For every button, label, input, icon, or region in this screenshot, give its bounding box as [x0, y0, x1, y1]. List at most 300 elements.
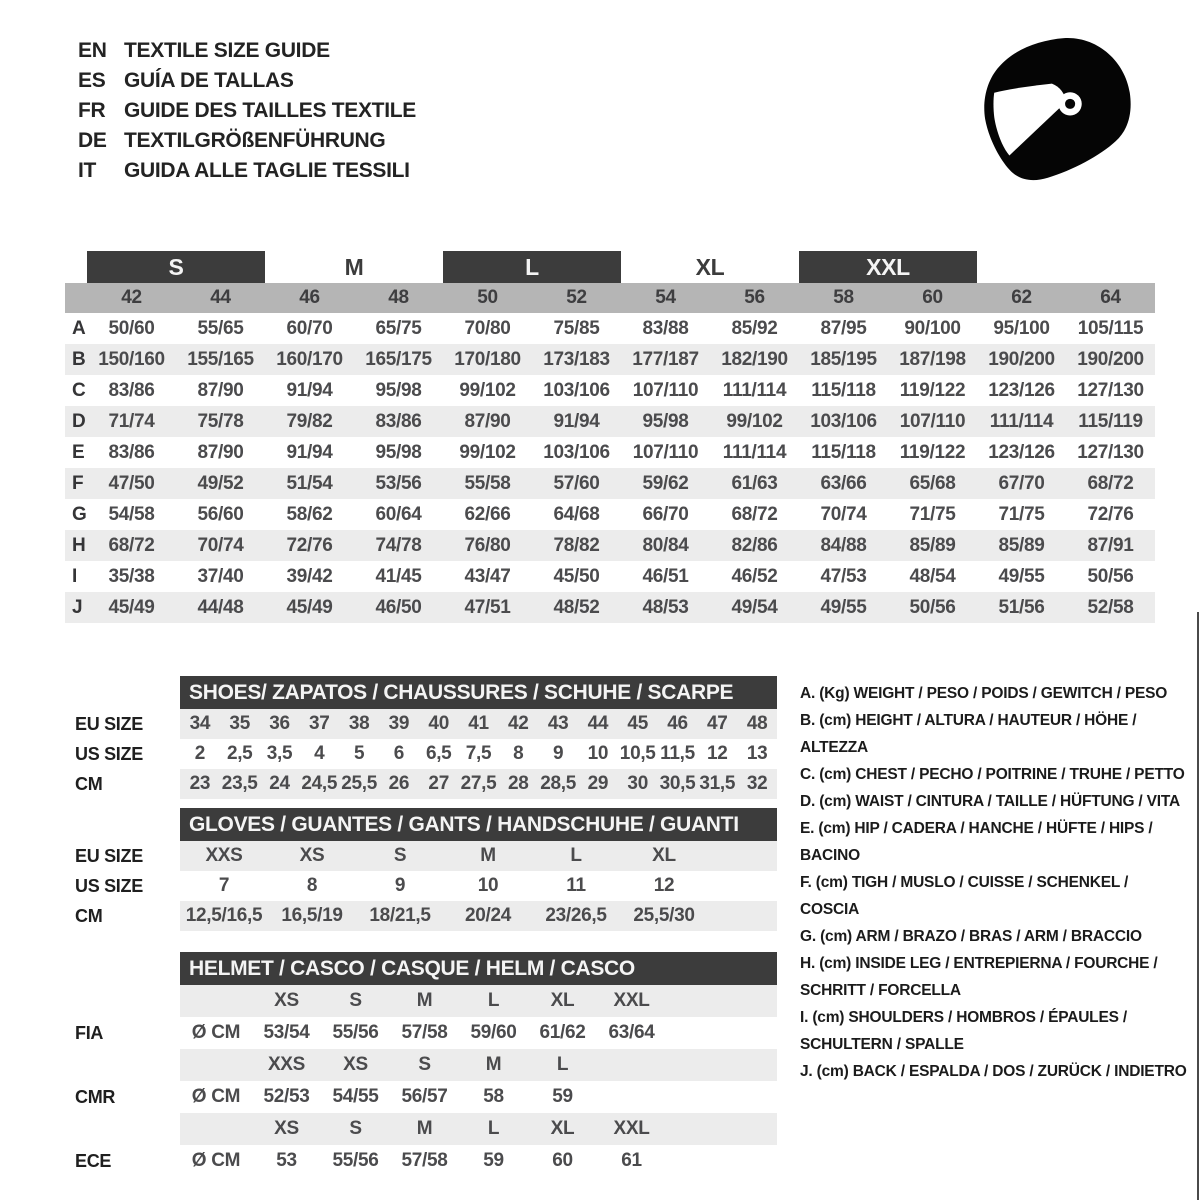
size-value: 190/200: [1077, 348, 1144, 370]
helmet-size-label: XXL: [613, 1118, 650, 1139]
size-value: 123/126: [988, 379, 1055, 401]
size-value: 190/200: [988, 348, 1055, 370]
gloves-value: 12,5/16,5: [185, 905, 263, 926]
helmet-size-label: XS: [274, 990, 299, 1011]
diameter-unit: Ø CM: [191, 1150, 241, 1171]
gloves-row-2: [180, 871, 777, 901]
shoes-table-title: SHOES/ ZAPATOS / CHAUSSURES / SCHUHE / SCARPE: [180, 676, 777, 709]
numeric-size: 62: [1011, 287, 1032, 308]
size-value: 173/183: [543, 348, 610, 370]
measurement-row-b: [65, 344, 1155, 375]
legend-item-h: [800, 950, 1188, 1004]
size-value: 60/64: [375, 503, 422, 525]
gloves-value: 18/21,5: [369, 905, 431, 926]
size-value: 185/195: [810, 348, 877, 370]
size-value: 50/60: [108, 317, 155, 339]
helmet-size-label: M: [416, 1118, 433, 1139]
size-value: 71/75: [909, 503, 956, 525]
gloves-value: 25,5/30: [633, 905, 695, 926]
language-title-row: [78, 36, 416, 66]
size-value: 74/78: [375, 534, 422, 556]
size-value: 83/86: [108, 441, 155, 463]
shoes-value: 38: [348, 713, 370, 734]
size-value: 46/51: [642, 565, 689, 587]
right-edge-rule: [1197, 612, 1199, 1200]
helmet-values-ece: [180, 1145, 777, 1177]
guide-title: GUIDE DES TAILLES TEXTILE: [124, 99, 416, 122]
size-value: 72/76: [1087, 503, 1134, 525]
legend-unit: (cm): [815, 874, 852, 891]
helmet-standard-label: FIA: [75, 1022, 104, 1043]
size-value: 91/94: [286, 441, 333, 463]
helmet-standard-label: CMR: [75, 1086, 116, 1107]
size-value: 39/42: [286, 565, 333, 587]
size-group-s: S: [87, 251, 265, 283]
shoes-value: 35: [229, 713, 250, 734]
textile-size-table: [65, 251, 1155, 623]
size-value: 85/89: [909, 534, 956, 556]
shoes-value: 34: [189, 713, 211, 734]
gloves-value: L: [570, 845, 582, 866]
shoes-value: 29: [587, 773, 609, 794]
numeric-size: 64: [1100, 287, 1121, 308]
legend-unit: (cm): [816, 1063, 853, 1080]
gloves-value: S: [393, 845, 407, 866]
size-value: 127/130: [1077, 441, 1144, 463]
size-value: 49/55: [820, 596, 867, 618]
size-value: 49/52: [197, 472, 244, 494]
numeric-size-band: [65, 283, 1155, 313]
size-value: 187/198: [899, 348, 966, 370]
helmet-size-label: S: [349, 990, 362, 1011]
gloves-value: 9: [394, 875, 406, 896]
size-value: 78/82: [553, 534, 600, 556]
gloves-value: 7: [218, 875, 230, 896]
size-value: 37/40: [197, 565, 244, 587]
helmet-size-value: 53: [276, 1150, 297, 1171]
language-code: DE: [78, 129, 107, 152]
helmet-size-value: 57/58: [401, 1150, 448, 1171]
gloves-row-label: US SIZE: [75, 875, 143, 896]
shoes-value: 31,5: [699, 773, 736, 794]
numeric-size: 58: [833, 287, 854, 308]
shoes-value: 44: [587, 713, 609, 734]
language-title-row: [78, 156, 416, 186]
shoes-value: 37: [309, 713, 330, 734]
guide-title: GUÍA DE TALLAS: [124, 69, 294, 92]
helmet-size-label: XXL: [613, 990, 650, 1011]
shoes-value: 25,5: [341, 773, 377, 794]
legend-item-a: [800, 680, 1188, 707]
gloves-table-title: GLOVES / GUANTES / GANTS / HANDSCHUHE / GUANTI: [180, 808, 777, 841]
size-value: 46/50: [375, 596, 422, 618]
size-value: 45/49: [108, 596, 155, 618]
helmet-size-value: 53/54: [263, 1022, 310, 1043]
header-spacer: [75, 808, 175, 841]
shoes-row-label: CM: [75, 773, 103, 794]
legend-key: C.: [800, 766, 820, 783]
legend-item-e: [800, 815, 1188, 869]
size-value: 48/53: [642, 596, 689, 618]
diameter-unit: Ø CM: [191, 1022, 241, 1043]
legend-key: H.: [800, 955, 820, 972]
shoes-value: 23,5: [221, 773, 258, 794]
size-value: 82/86: [731, 534, 778, 556]
shoes-value: 28: [508, 773, 529, 794]
size-value: 90/100: [904, 317, 961, 339]
shoes-value: 46: [667, 713, 688, 734]
row-label: I: [72, 565, 77, 587]
helmet-sizes-cmr: [180, 1049, 777, 1081]
size-value: 107/110: [632, 379, 699, 401]
size-value: 75/78: [197, 410, 244, 432]
size-value: 160/170: [276, 348, 343, 370]
size-value: 71/75: [998, 503, 1045, 525]
size-value: 45/49: [286, 596, 333, 618]
measurement-row-h: [65, 530, 1155, 561]
size-value: 60/70: [286, 317, 333, 339]
helmet-size-label: XL: [550, 990, 575, 1011]
size-value: 49/54: [731, 596, 778, 618]
size-value: 53/56: [375, 472, 422, 494]
size-value: 79/82: [286, 410, 333, 432]
shoes-value: 4: [314, 743, 325, 764]
size-value: 66/70: [642, 503, 689, 525]
size-value: 54/58: [108, 503, 155, 525]
legend-item-j: [800, 1058, 1188, 1085]
size-value: 83/88: [642, 317, 689, 339]
shoes-value: 40: [428, 713, 449, 734]
legend-key: J.: [800, 1063, 817, 1080]
size-value: 47/50: [108, 472, 155, 494]
shoes-row-3: [180, 769, 777, 799]
size-value: 47/51: [464, 596, 511, 618]
gloves-value: XS: [299, 845, 325, 866]
size-value: 99/102: [459, 441, 516, 463]
size-value: 41/45: [375, 565, 422, 587]
shoes-value: 26: [388, 773, 410, 794]
shoes-value: 12: [707, 743, 728, 764]
size-value: 150/160: [98, 348, 165, 370]
spacer-row: [75, 1049, 175, 1081]
helmet-row-labels: [75, 952, 175, 1177]
size-value: 165/175: [365, 348, 432, 370]
size-value: 49/55: [998, 565, 1045, 587]
row-label: D: [72, 410, 86, 432]
size-value: 75/85: [553, 317, 600, 339]
legend-key: B.: [800, 712, 820, 729]
measurement-row-e: [65, 437, 1155, 468]
legend-item-d: [800, 788, 1188, 815]
helmet-size-value: 56/57: [401, 1086, 448, 1107]
row-label: J: [72, 596, 83, 618]
size-value: 91/94: [553, 410, 600, 432]
header-spacer: [75, 952, 175, 985]
size-value: 87/95: [820, 317, 867, 339]
legend-item-f: [800, 869, 1188, 923]
size-value: 111/114: [722, 441, 787, 463]
size-value: 87/90: [464, 410, 511, 432]
size-value: 59/62: [642, 472, 689, 494]
size-value: 80/84: [642, 534, 689, 556]
gloves-value: XL: [652, 845, 676, 866]
shoes-value: 30,5: [659, 773, 696, 794]
helmet-size-value: 63/64: [608, 1022, 655, 1043]
shoes-value: 2: [194, 743, 206, 764]
numeric-size: 42: [121, 287, 142, 308]
size-group-bar: [65, 251, 1155, 283]
size-value: 50/56: [909, 596, 956, 618]
spacer-row: [75, 985, 175, 1017]
legend-item-b: [800, 707, 1188, 761]
size-value: 115/118: [811, 441, 876, 463]
size-value: 111/114: [722, 379, 787, 401]
helmet-icon: [975, 28, 1147, 202]
shoes-value: 30: [627, 773, 648, 794]
shoes-value: 48: [746, 713, 768, 734]
helmet-standard-label: ECE: [75, 1150, 112, 1171]
size-value: 84/88: [820, 534, 867, 556]
shoes-value: 24: [269, 773, 290, 794]
gloves-value: 8: [306, 875, 318, 896]
size-value: 44/48: [197, 596, 244, 618]
measurement-row-i: [65, 561, 1155, 592]
legend-text: HIP / CADERA / HANCHE / HÜFTE / HIPS / BACINO: [800, 820, 1153, 864]
legend-text: SHOULDERS / HOMBROS / ÉPAULES / SCHULTERN / SPALLE: [800, 1009, 1127, 1053]
shoes-value: 32: [746, 773, 768, 794]
gloves-value: 20/24: [464, 905, 512, 926]
numeric-size: 44: [210, 287, 231, 308]
helmet-size-value: 52/53: [263, 1086, 310, 1107]
gloves-rows: [180, 841, 777, 931]
measurement-row-j: [65, 592, 1155, 623]
legend-unit: (cm): [818, 820, 855, 837]
numeric-size: 60: [922, 287, 943, 308]
size-group-m: M: [344, 253, 364, 280]
shoes-value: 5: [353, 743, 365, 764]
helmet-size-label: M: [485, 1054, 502, 1075]
numeric-size: 50: [477, 287, 498, 308]
size-value: 87/91: [1087, 534, 1134, 556]
gloves-row-3: [180, 901, 777, 931]
helmet-sizes-ece: [180, 1113, 777, 1145]
helmet-size-label: S: [418, 1054, 431, 1075]
legend-item-c: [800, 761, 1188, 788]
spacer-row: [75, 1113, 175, 1145]
shoes-value: 24,5: [301, 773, 338, 794]
language-code: IT: [78, 159, 97, 182]
size-value: 47/53: [820, 565, 867, 587]
size-value: 95/98: [375, 379, 422, 401]
size-group-l: L: [443, 251, 621, 283]
gloves-value: XXS: [205, 845, 243, 866]
size-value: 177/187: [632, 348, 699, 370]
size-value: 85/89: [998, 534, 1045, 556]
size-value: 85/92: [731, 317, 778, 339]
helmet-size-label: XS: [274, 1118, 299, 1139]
legend-text: ARM / BRAZO / BRAS / ARM / BRACCIO: [855, 928, 1142, 945]
helmet-values-fia: [180, 1017, 777, 1049]
size-value: 107/110: [899, 410, 966, 432]
size-value: 99/102: [459, 379, 516, 401]
legend-text: INSIDE LEG / ENTREPIERNA / FOURCHE / SCHRITT / FORCELLA: [800, 955, 1158, 999]
size-value: 70/74: [197, 534, 244, 556]
size-value: 155/165: [187, 348, 254, 370]
helmet-size-label: L: [556, 1054, 569, 1075]
helmet-size-value: 59/60: [470, 1022, 517, 1043]
guide-title: TEXTILE SIZE GUIDE: [124, 39, 330, 62]
size-value: 67/70: [998, 472, 1045, 494]
shoes-value: 28,5: [540, 773, 576, 794]
numeric-size: 52: [566, 287, 587, 308]
size-value: 57/60: [553, 472, 600, 494]
helmet-size-value: 58: [483, 1086, 504, 1107]
size-value: 91/94: [286, 379, 333, 401]
helmet-size-value: 59: [483, 1150, 504, 1171]
size-value: 72/76: [286, 534, 333, 556]
legend-unit: (cm): [812, 1009, 849, 1026]
measurement-rows: [65, 313, 1155, 623]
size-value: 35/38: [108, 565, 155, 587]
size-value: 70/74: [820, 503, 867, 525]
helmet-size-label: M: [416, 990, 433, 1011]
shoes-rows: [180, 709, 777, 799]
helmet-size-label: XXS: [267, 1054, 306, 1075]
helmet-size-label: L: [487, 990, 500, 1011]
size-value: 105/115: [1077, 317, 1144, 339]
helmet-size-label: S: [349, 1118, 362, 1139]
legend-item-g: [800, 923, 1188, 950]
size-value: 65/75: [375, 317, 422, 339]
size-value: 64/68: [553, 503, 600, 525]
size-value: 50/56: [1087, 565, 1134, 587]
guide-title: GUIDA ALLE TAGLIE TESSILI: [124, 159, 410, 182]
helmet-size-value: 59: [552, 1086, 573, 1107]
legend-unit: (cm): [820, 928, 856, 945]
size-value: 170/180: [454, 348, 521, 370]
size-value: 48/52: [553, 596, 600, 618]
size-value: 123/126: [988, 441, 1055, 463]
size-value: 46/52: [731, 565, 778, 587]
legend-unit: (Kg): [819, 685, 854, 702]
helmet-size-value: 61: [621, 1150, 642, 1171]
legend-key: I.: [800, 1009, 813, 1026]
legend-text: BACK / ESPALDA / DOS / ZURÜCK / INDIETRO: [852, 1063, 1187, 1080]
size-value: 87/90: [197, 379, 244, 401]
legend-text: WEIGHT / PESO / POIDS / GEWITCH / PESO: [853, 685, 1168, 702]
gloves-row-1: [180, 841, 777, 871]
size-value: 45/50: [553, 565, 600, 587]
helmet-sizes-fia: [180, 985, 777, 1017]
shoes-value: 6,5: [425, 743, 452, 764]
size-value: 51/56: [998, 596, 1045, 618]
legend-text: WAIST / CINTURA / TAILLE / HÜFTUNG / VITA: [855, 793, 1181, 810]
size-value: 95/100: [993, 317, 1050, 339]
helmet-values-cmr: [180, 1081, 777, 1113]
size-value: 83/86: [375, 410, 422, 432]
shoes-value: 10,5: [619, 743, 656, 764]
shoes-value: 43: [547, 713, 569, 734]
legend-text: TIGH / MUSLO / CUISSE / SCHENKEL / COSCIA: [800, 874, 1129, 918]
helmet-rows: [180, 985, 777, 1177]
helmet-size-value: 55/56: [332, 1022, 379, 1043]
size-value: 119/122: [899, 441, 966, 463]
size-value: 99/102: [726, 410, 783, 432]
size-value: 61/63: [731, 472, 778, 494]
size-value: 95/98: [642, 410, 689, 432]
size-value: 58/62: [286, 503, 333, 525]
legend-unit: (cm): [819, 712, 856, 729]
legend-text: HEIGHT / ALTURA / HAUTEUR / HÖHE / ALTEZZA: [800, 712, 1137, 756]
size-value: 65/68: [909, 472, 956, 494]
size-group-xxl: XXL: [799, 251, 977, 283]
helmet-size-value: 61/62: [539, 1022, 586, 1043]
shoes-value: 47: [707, 713, 728, 734]
legend-unit: (cm): [819, 766, 856, 783]
gloves-row-label: CM: [75, 905, 103, 926]
shoes-value: 8: [513, 743, 524, 764]
shoes-value: 27,5: [460, 773, 497, 794]
size-value: 182/190: [721, 348, 788, 370]
shoes-value: 27: [428, 773, 449, 794]
numeric-size: 48: [388, 287, 409, 308]
shoes-row-1: [180, 709, 777, 739]
gloves-value: 12: [653, 875, 675, 896]
size-value: 95/98: [375, 441, 422, 463]
row-label: G: [72, 503, 87, 525]
legend-key: D.: [800, 793, 820, 810]
size-value: 107/110: [632, 441, 699, 463]
size-value: 115/118: [811, 379, 876, 401]
shoes-value: 23: [189, 773, 211, 794]
shoes-value: 9: [552, 743, 564, 764]
shoes-value: 3,5: [266, 743, 293, 764]
size-value: 48/54: [909, 565, 956, 587]
shoes-value: 36: [269, 713, 290, 734]
shoes-value: 41: [468, 713, 489, 734]
shoes-row-label: US SIZE: [75, 743, 143, 764]
size-value: 63/66: [820, 472, 867, 494]
shoes-value: 45: [627, 713, 648, 734]
numeric-size: 56: [744, 287, 765, 308]
size-value: 87/90: [197, 441, 244, 463]
row-label: C: [72, 379, 86, 401]
numeric-size: 46: [299, 287, 320, 308]
size-value: 103/106: [810, 410, 877, 432]
shoes-row-labels: [75, 676, 175, 799]
measurement-row-f: [65, 468, 1155, 499]
legend-unit: (cm): [819, 955, 856, 972]
helmet-size-value: 55/56: [332, 1150, 379, 1171]
shoes-value: 6: [393, 743, 405, 764]
language-code: FR: [78, 99, 106, 122]
header-spacer: [75, 676, 175, 709]
size-value: 55/65: [197, 317, 244, 339]
gloves-value: 16,5/19: [281, 905, 343, 926]
legend-item-i: [800, 1004, 1188, 1058]
shoes-value: 10: [587, 743, 609, 764]
helmet-size-value: 60: [552, 1150, 573, 1171]
shoes-row-label: EU SIZE: [75, 713, 143, 734]
helmet-size-value: 57/58: [401, 1022, 448, 1043]
legend-key: F.: [800, 874, 816, 891]
size-value: 43/47: [464, 565, 511, 587]
size-value: 119/122: [899, 379, 966, 401]
size-value: 103/106: [543, 441, 610, 463]
shoes-value: 42: [508, 713, 529, 734]
gloves-row-label: EU SIZE: [75, 845, 143, 866]
row-label: E: [72, 441, 85, 463]
